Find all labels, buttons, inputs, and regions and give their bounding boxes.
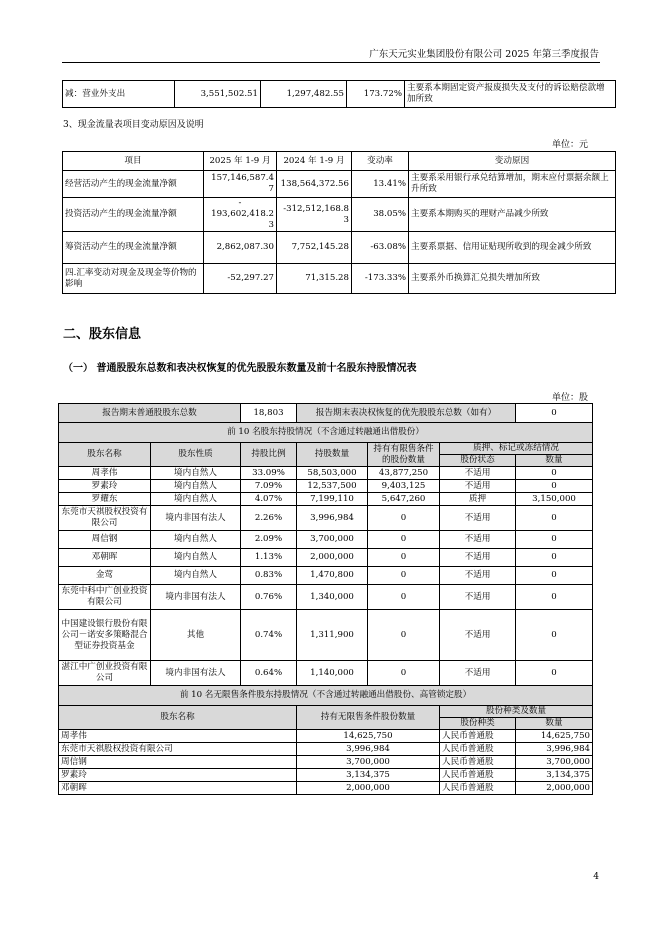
page-number: 4 xyxy=(593,872,599,882)
report-header: 广东天元实业集团股份有限公司 2025 年第三季度报告 xyxy=(369,49,599,60)
cell-status: 不适用 xyxy=(440,567,516,585)
cell-status: 不适用 xyxy=(440,549,516,567)
table-row xyxy=(59,756,593,769)
cell-item: 四.汇率变动对现金及现金等价物的影响 xyxy=(63,264,204,294)
col-nature: 股东性质 xyxy=(151,443,241,467)
cell-kind: 人民币普通股 xyxy=(440,756,516,769)
holders-unit: 单位：股 xyxy=(551,393,588,403)
total-holders-value: 18,803 xyxy=(241,404,297,423)
cell-item: 投资活动产生的现金流量净额 xyxy=(63,198,204,232)
total-holders-label: 报告期末普通股股东总数 xyxy=(59,404,241,423)
cell-count: 0 xyxy=(516,661,593,686)
cell-name: 罗耀东 xyxy=(59,493,151,506)
cell-qty: 3,134,375 xyxy=(297,769,440,782)
cell-kind: 人民币普通股 xyxy=(440,769,516,782)
cell-status: 不适用 xyxy=(440,610,516,661)
cell-count: 0 xyxy=(516,531,593,549)
cell-name: 邓朝晖 xyxy=(59,549,151,567)
cell-2024: 138,564,372.56 xyxy=(277,171,352,198)
row-rate: 173.72% xyxy=(347,81,405,108)
cell-name: 罗素玲 xyxy=(59,769,297,782)
cell-count: 3,996,984 xyxy=(516,743,593,756)
cell-restricted: 9,403,125 xyxy=(368,480,440,493)
cell-count: 0 xyxy=(516,467,593,480)
cell-nature: 境内自然人 xyxy=(151,531,241,549)
cell-count: 0 xyxy=(516,480,593,493)
cell-kind: 人民币普通股 xyxy=(440,743,516,756)
income-table-tail xyxy=(62,80,616,108)
cell-qty: 1,311,900 xyxy=(297,610,368,661)
table-row xyxy=(63,198,616,232)
cell-reason: 主要系外币换算汇兑损失增加所致 xyxy=(409,264,616,294)
cell-qty: 2,000,000 xyxy=(297,549,368,567)
table-row xyxy=(63,232,616,264)
cell-ratio: 2.26% xyxy=(241,506,297,531)
cell-restricted: 0 xyxy=(368,506,440,531)
cell-count: 3,134,375 xyxy=(516,769,593,782)
row-reason: 主要系本期固定资产报废损失及支付的诉讼赔偿款增加所致 xyxy=(405,81,616,108)
cell-ratio: 1.13% xyxy=(241,549,297,567)
cell-2025-sign: - xyxy=(238,198,242,208)
cell-name: 中国建设银行股份有限公司－诺安多策略混合型证券投资基金 xyxy=(59,610,151,661)
table-row xyxy=(59,549,593,567)
cell-ratio: 7.09% xyxy=(241,480,297,493)
col-kind-count: 数量 xyxy=(516,718,593,730)
cell-name: 湛江中广创业投资有限公司 xyxy=(59,661,151,686)
table-row xyxy=(59,531,593,549)
cell-kind: 人民币普通股 xyxy=(440,782,516,795)
table-row xyxy=(59,743,593,756)
cell-nature: 境内非国有法人 xyxy=(151,506,241,531)
col-rate: 变动率 xyxy=(352,152,409,171)
cell-ratio: 2.09% xyxy=(241,531,297,549)
col-pledge: 质押、标记或冻结情况 xyxy=(440,443,593,455)
cell-kind: 人民币普通股 xyxy=(440,730,516,743)
cell-qty: 14,625,750 xyxy=(297,730,440,743)
cell-nature: 境内自然人 xyxy=(151,467,241,480)
cell-count: 3,150,000 xyxy=(516,493,593,506)
cell-status: 不适用 xyxy=(440,467,516,480)
cell-count: 0 xyxy=(516,506,593,531)
header-divider xyxy=(62,62,600,63)
table-row xyxy=(59,467,593,480)
cell-rate: -173.33% xyxy=(352,264,409,294)
cashflow-table xyxy=(62,151,616,294)
cell-count: 0 xyxy=(516,610,593,661)
table-row xyxy=(59,567,593,585)
cell-restricted: 0 xyxy=(368,661,440,686)
cell-status: 不适用 xyxy=(440,661,516,686)
unrestricted-caption: 前 10 名无限售条件股东持股情况（不含通过转融通出借股份、高管锁定股） xyxy=(59,686,593,706)
cell-nature: 境内自然人 xyxy=(151,493,241,506)
cell-2024: -312,512,168.83 xyxy=(277,198,352,232)
cell-restricted: 5,647,260 xyxy=(368,493,440,506)
cell-restricted: 0 xyxy=(368,531,440,549)
cell-2025-value: 193,602,418.23 xyxy=(211,209,274,230)
cell-count: 0 xyxy=(516,549,593,567)
col-kind-group: 股份种类及数量 xyxy=(440,706,593,718)
cell-ratio: 0.83% xyxy=(241,567,297,585)
table-row xyxy=(63,171,616,198)
cashflow-unit: 单位：元 xyxy=(551,140,588,150)
row-2025: 3,551,502.51 xyxy=(175,81,261,108)
col-2025: 2025 年 1-9 月 xyxy=(204,152,277,171)
table-row xyxy=(59,610,593,661)
unrestricted-body xyxy=(59,730,593,795)
cell-rate: 38.05% xyxy=(352,198,409,232)
cell-reason: 主要系本期购买的理财产品减少所致 xyxy=(409,198,616,232)
top10-body xyxy=(59,467,593,686)
col-2024: 2024 年 1-9 月 xyxy=(277,152,352,171)
col-qty: 持股数量 xyxy=(297,443,368,467)
cell-count: 3,700,000 xyxy=(516,756,593,769)
cell-qty: 3,996,984 xyxy=(297,743,440,756)
cell-nature: 境内非国有法人 xyxy=(151,585,241,610)
row-2024: 1,297,482.55 xyxy=(261,81,347,108)
cell-2024: 7,752,145.28 xyxy=(277,232,352,264)
cell-qty: 3,700,000 xyxy=(297,756,440,769)
cell-reason: 主要系采用银行承兑结算增加，期末应付票据余额上升所致 xyxy=(409,171,616,198)
table-row xyxy=(59,585,593,610)
cell-count: 0 xyxy=(516,567,593,585)
cell-restricted: 0 xyxy=(368,610,440,661)
cell-qty: 12,537,500 xyxy=(297,480,368,493)
cell-name: 罗素玲 xyxy=(59,480,151,493)
cell-reason: 主要系票据、信用证贴现所收到的现金减少所致 xyxy=(409,232,616,264)
cell-qty: 3,700,000 xyxy=(297,531,368,549)
cell-ratio: 0.74% xyxy=(241,610,297,661)
cell-name: 邓朝晖 xyxy=(59,782,297,795)
cell-nature: 境内非国有法人 xyxy=(151,661,241,686)
table-row xyxy=(59,506,593,531)
cell-name: 周孝伟 xyxy=(59,730,297,743)
cell-status: 不适用 xyxy=(440,506,516,531)
col-item: 项目 xyxy=(63,152,204,171)
col-status: 股份状态 xyxy=(440,455,516,467)
cell-name: 金莺 xyxy=(59,567,151,585)
col-unres-name: 股东名称 xyxy=(59,706,297,730)
cell-count: 0 xyxy=(516,585,593,610)
cell-qty: 1,340,000 xyxy=(297,585,368,610)
table-row xyxy=(59,730,593,743)
pref-holders-label: 报告期末表决权恢复的优先股股东总数（如有） xyxy=(297,404,516,423)
cell-qty: 1,470,800 xyxy=(297,567,368,585)
cell-ratio: 33.09% xyxy=(241,467,297,480)
cell-qty: 2,000,000 xyxy=(297,782,440,795)
cell-name: 周信钢 xyxy=(59,756,297,769)
cell-ratio: 0.76% xyxy=(241,585,297,610)
cell-status: 质押 xyxy=(440,493,516,506)
cell-name: 周孝伟 xyxy=(59,467,151,480)
cell-2025: -52,297.27 xyxy=(204,264,277,294)
cell-nature: 境内自然人 xyxy=(151,549,241,567)
table-row xyxy=(59,493,593,506)
table-row xyxy=(59,782,593,795)
table-row xyxy=(59,769,593,782)
cell-rate: 13.41% xyxy=(352,171,409,198)
cell-rate: -63.08% xyxy=(352,232,409,264)
cell-count: 14,625,750 xyxy=(516,730,593,743)
cell-restricted: 43,877,250 xyxy=(368,467,440,480)
cell-item: 筹资活动产生的现金流量净额 xyxy=(63,232,204,264)
top10-caption: 前 10 名股东持股情况（不含通过转融通出借股份） xyxy=(59,423,593,443)
cell-item: 经营活动产生的现金流量净额 xyxy=(63,171,204,198)
col-name: 股东名称 xyxy=(59,443,151,467)
cell-qty: 7,199,110 xyxy=(297,493,368,506)
cell-2025: 2,862,087.30 xyxy=(204,232,277,264)
cell-qty: 3,996,984 xyxy=(297,506,368,531)
cell-2025: 157,146,587.47 xyxy=(204,171,277,198)
col-unres-qty: 持有无限售条件股份数量 xyxy=(297,706,440,730)
pref-holders-value: 0 xyxy=(516,404,593,423)
col-count: 数量 xyxy=(516,455,593,467)
cell-name: 东莞中科中广创业投资有限公司 xyxy=(59,585,151,610)
cell-nature: 境内自然人 xyxy=(151,567,241,585)
col-reason: 变动原因 xyxy=(409,152,616,171)
cell-name: 东莞市天祺股权投资有限公司 xyxy=(59,743,297,756)
cashflow-heading: 3、现金流量表项目变动原因及说明 xyxy=(63,120,204,130)
cell-restricted: 0 xyxy=(368,567,440,585)
cell-qty: 1,140,000 xyxy=(297,661,368,686)
cell-count: 2,000,000 xyxy=(516,782,593,795)
cell-qty: 58,503,000 xyxy=(297,467,368,480)
table-row xyxy=(59,661,593,686)
cell-ratio: 4.07% xyxy=(241,493,297,506)
cell-nature: 其他 xyxy=(151,610,241,661)
cell-name: 东莞市天祺股权投资有限公司 xyxy=(59,506,151,531)
cell-status: 不适用 xyxy=(440,480,516,493)
cell-name: 周信钢 xyxy=(59,531,151,549)
cell-restricted: 0 xyxy=(368,585,440,610)
shareholders-table xyxy=(58,403,593,795)
table-row xyxy=(63,264,616,294)
cell-status: 不适用 xyxy=(440,531,516,549)
cell-nature: 境内自然人 xyxy=(151,480,241,493)
col-kind: 股份种类 xyxy=(440,718,516,730)
section-title: 二、股东信息 xyxy=(63,327,142,342)
row-item: 减：营业外支出 xyxy=(63,81,175,108)
cell-2025 xyxy=(204,198,277,232)
section-subtitle: （一） 普通股股东总数和表决权恢复的优先股股东数量及前十名股东持股情况表 xyxy=(63,363,417,374)
cell-status: 不适用 xyxy=(440,585,516,610)
cell-2024: 71,315.28 xyxy=(277,264,352,294)
col-restricted: 持有有限售条件的股份数量 xyxy=(368,443,440,467)
cell-ratio: 0.64% xyxy=(241,661,297,686)
cell-restricted: 0 xyxy=(368,549,440,567)
col-ratio: 持股比例 xyxy=(241,443,297,467)
table-row xyxy=(59,480,593,493)
